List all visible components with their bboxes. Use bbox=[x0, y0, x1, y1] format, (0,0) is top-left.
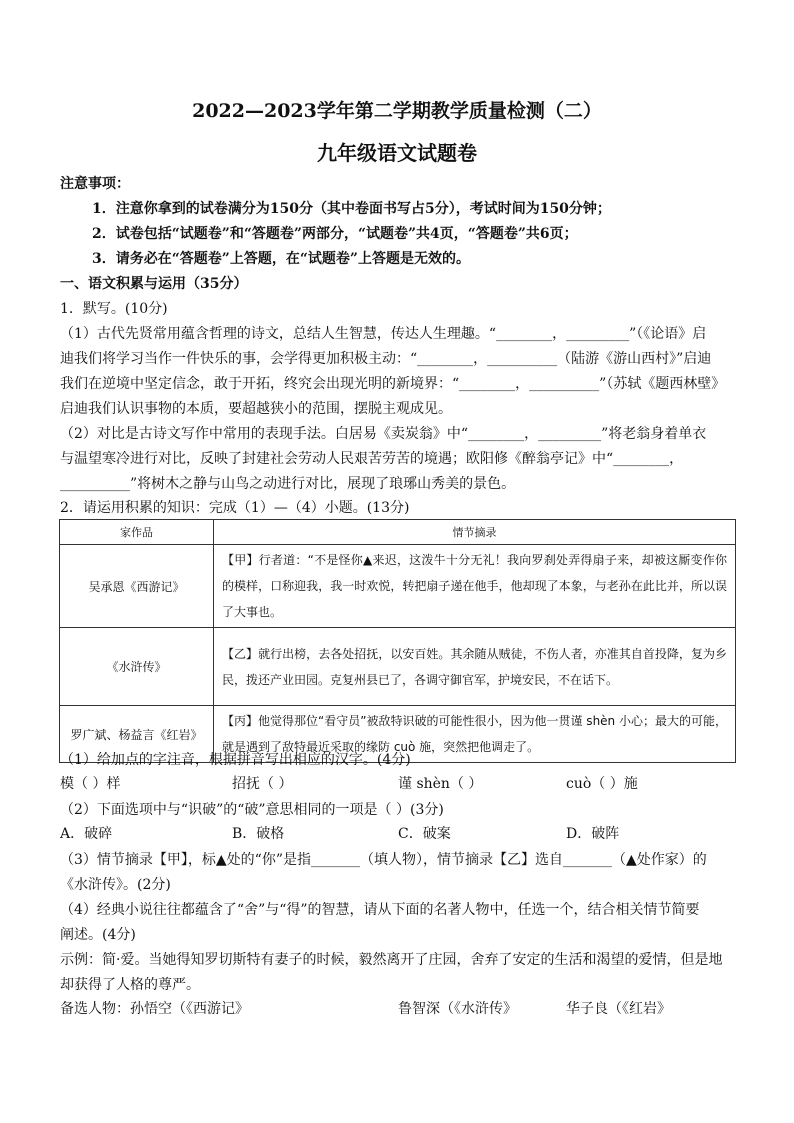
candidate-character: 孙悟空（《西游记》 bbox=[130, 1001, 249, 1017]
question-1-line: 与温望寒冷进行对比，反映了封建社会劳动人民艰苦劳苦的境遇；欧阳修《醉翁亭记》中“________， bbox=[60, 451, 684, 467]
candidate-character: 华子良（《红岩》 bbox=[566, 1001, 671, 1017]
sub-question-4-line: （4）经典小说往往都蕴含了“舍”与“得”的智慧，请从下面的名著人物中，任选一个，结合相关情节简要 bbox=[60, 902, 700, 918]
question-2-stem: 2．请运用积累的知识：完成（1）—（4）小题。(13分) bbox=[60, 500, 410, 516]
sub-question-4-line: 阐述。(4分) bbox=[60, 927, 136, 943]
candidates-label: 备选人物： bbox=[60, 1001, 130, 1017]
exam-subtitle: 九年级语文试题卷 bbox=[317, 141, 477, 165]
candidate-character: 鲁智深（《水浒传》 bbox=[398, 1001, 517, 1017]
pinyin-blank: 招抚（ ） bbox=[232, 776, 293, 792]
table-cell-work: 罗广斌、杨益言《红岩》 bbox=[60, 706, 214, 763]
note-item-3: 3．请务必在“答题卷”上答题，在“试题卷”上答题是无效的。 bbox=[92, 251, 470, 267]
question-1-line: 我们在逆境中坚定信念，敢于开拓，终究会出现光明的新境界：“________，__________”（苏轼《题西林壁》 bbox=[60, 376, 726, 392]
table-cell-work: 吴承恩《西游记》 bbox=[60, 545, 214, 628]
table-header-plot: 情节摘录 bbox=[214, 520, 736, 545]
example-answer-line: 示例：简·爱。当她得知罗切斯特有妻子的时候，毅然离开了庄园，舍弃了安定的生活和渴望的爱情，但是地 bbox=[60, 952, 723, 968]
table-row bbox=[60, 545, 736, 628]
table-cell-plot: 【乙】就行出榜，去各处招抚，以安百姓。其余随从贼徒，不伤人者，亦准其自首投降，复为乡民，拨还产业田园。克复州县已了，各调守御官军，护境安民，不在话下。 bbox=[214, 628, 736, 706]
example-answer-line: 却获得了人格的尊严。 bbox=[60, 977, 200, 993]
table-cell-work: 《水浒传》 bbox=[60, 628, 214, 706]
excerpt-table bbox=[59, 519, 736, 763]
pinyin-blank: 模（ ）样 bbox=[60, 776, 121, 792]
option-a: A．破碎 bbox=[60, 826, 113, 842]
section-heading: 一、语文积累与运用（35分） bbox=[60, 276, 248, 292]
note-item-2: 2．试卷包括“试题卷”和“答题卷”两部分，“试题卷”共4页，“答题卷”共6页； bbox=[92, 226, 578, 242]
sub-question-3-line: 《水浒传》。(2分) bbox=[60, 877, 171, 893]
option-b: B．破格 bbox=[232, 826, 285, 842]
pinyin-blank: cuò（ ）施 bbox=[566, 776, 638, 792]
question-1-line: __________”将树木之静与山鸟之动进行对比，展现了琅琊山秀美的景色。 bbox=[60, 476, 516, 492]
table-header-work: 家作品 bbox=[60, 520, 214, 545]
question-1-line: （1）古代先贤常用蕴含哲理的诗文，总结人生智慧，传达人生理趣。“________，_________”（《论语》启 bbox=[60, 326, 707, 342]
question-1-line: （2）对比是古诗文写作中常用的表现手法。白居易《卖炭翁》中“________，_________”将老翁身着单衣 bbox=[60, 426, 707, 442]
sub-question-2-stem: （2）下面选项中与“识破”的“破”意思相同的一项是（ ）(3分) bbox=[60, 802, 444, 818]
exam-title: 2022—2023学年第二学期教学质量检测（二） bbox=[192, 100, 602, 122]
note-item-1: 1．注意你拿到的试卷满分为150分（其中卷面书写占5分），考试时间为150分钟； bbox=[92, 201, 611, 217]
table-header-row bbox=[60, 520, 736, 545]
table-cell-plot: 【丙】他觉得那位“看守员”被敌特识破的可能性很小，因为他一贯谨 shèn 小心；最大的可能，就是遇到了敌特最近采取的缘防 cuò 施，突然把他调走了。 bbox=[214, 706, 736, 763]
sub-question-3-line: （3）情节摘录【甲】，标▲处的“你”是指_______（填人物），情节摘录【乙】选自_______（▲处作家）的 bbox=[60, 852, 707, 868]
option-c: C．破案 bbox=[398, 826, 451, 842]
notes-heading: 注意事项： bbox=[60, 176, 130, 192]
table-row bbox=[60, 628, 736, 706]
question-1-stem: 1．默写。(10分) bbox=[60, 301, 168, 317]
pinyin-blank: 谨 shèn（ ） bbox=[398, 776, 483, 792]
table-cell-plot: 【甲】行者道：“不是怪你▲来迟，这泼牛十分无礼！我向罗刹处弄得扇子来，却被这厮变作你的模样，口称迎我，我一时欢悦，转把扇子递在他手，他却现了本象，与老孙在此比并，所以误了大事也。 bbox=[214, 545, 736, 628]
question-1-line: 迪我们将学习当作一件快乐的事，会学得更加积极主动：“________，__________（陆游《游山西村》”启迪 bbox=[60, 351, 712, 367]
option-d: D．破阵 bbox=[566, 826, 620, 842]
question-1-line: 启迪我们认识事物的本质，要超越狭小的范围，摆脱主观成见。 bbox=[60, 401, 452, 417]
sub-question-1-stem: （1）给加点的字注音，根据拼音写出相应的汉字。(4分) bbox=[60, 752, 411, 768]
